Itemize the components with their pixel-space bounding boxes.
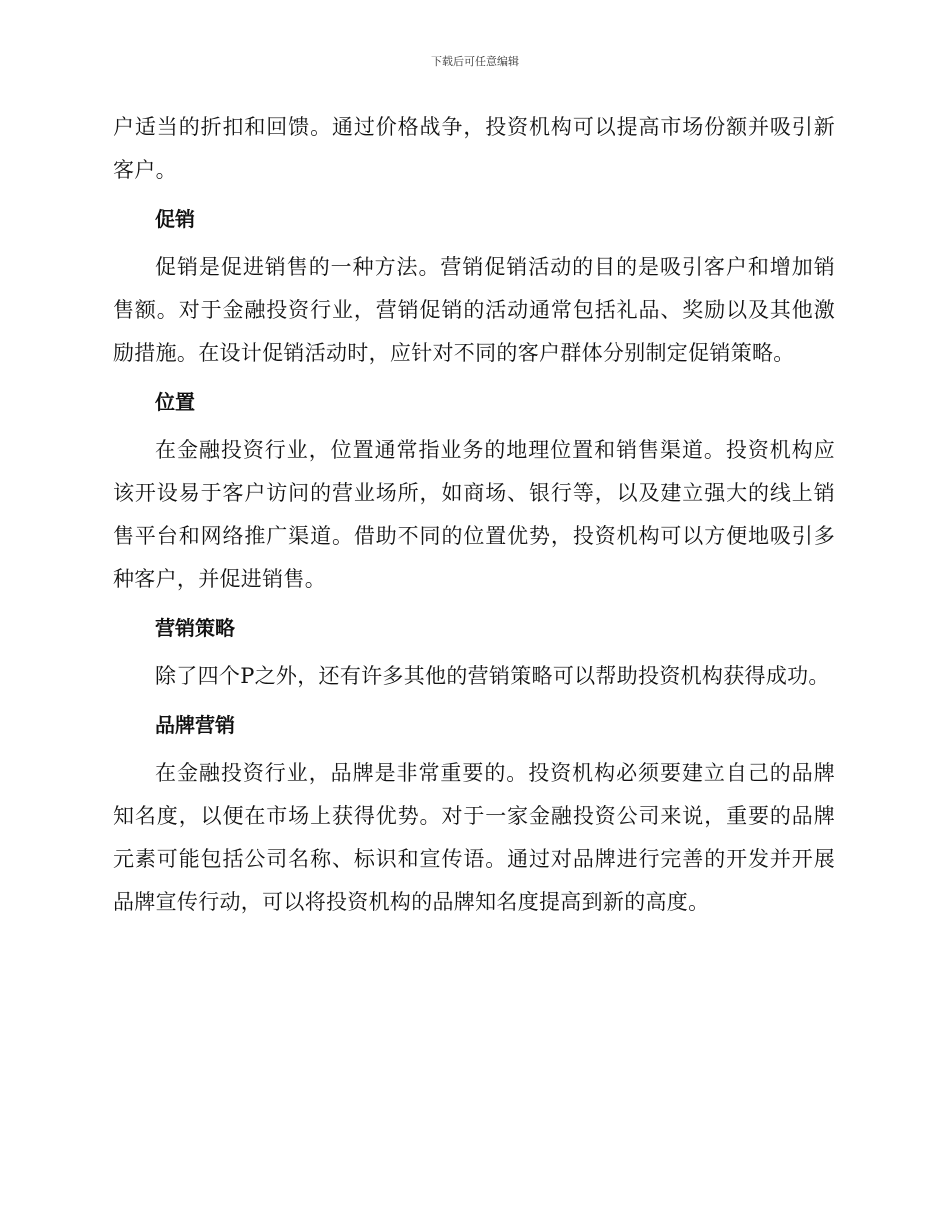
paragraph-marketing-strategy: 除了四个P之外，还有许多其他的营销策略可以帮助投资机构获得成功。 [155, 664, 830, 688]
section-heading-place: 位置 [155, 390, 195, 414]
paragraph-place: 在金融投资行业，位置通常指业务的地理位置和销售渠道。投资机构应该开设易于客户访问的营业场所，如商场、银行等，以及建立强大的线上销售平台和网络推广渠道。借助不同的位置优势，投资机构可以方便地吸引多种客户，并促进销售。 [113, 438, 835, 591]
section-heading-brand-marketing: 品牌营销 [155, 713, 235, 737]
paragraph-brand-marketing: 在金融投资行业，品牌是非常重要的。投资机构必须要建立自己的品牌知名度，以便在市场上获得优势。对于一家金融投资公司来说，重要的品牌元素可能包括公司名称、标识和宣传语。通过对品牌进行完善的开发并开展品牌宣传行动，可以将投资机构的品牌知名度提高到新的高度。 [113, 761, 835, 914]
section-heading-marketing-strategy: 营销策略 [155, 616, 235, 640]
section-heading-promotion: 促销 [155, 207, 195, 231]
paragraph-promotion: 促销是促进销售的一种方法。营销促销活动的目的是吸引客户和增加销售额。对于金融投资行业，营销促销的活动通常包括礼品、奖励以及其他激励措施。在设计促销活动时，应针对不同的客户群体分别制定促销策略。 [113, 255, 835, 365]
paragraph-continued: 户适当的折扣和回馈。通过价格战争，投资机构可以提高市场份额并吸引新客户。 [113, 115, 835, 182]
document-body [113, 106, 835, 924]
page-header: 下载后可任意编辑 [431, 55, 519, 68]
